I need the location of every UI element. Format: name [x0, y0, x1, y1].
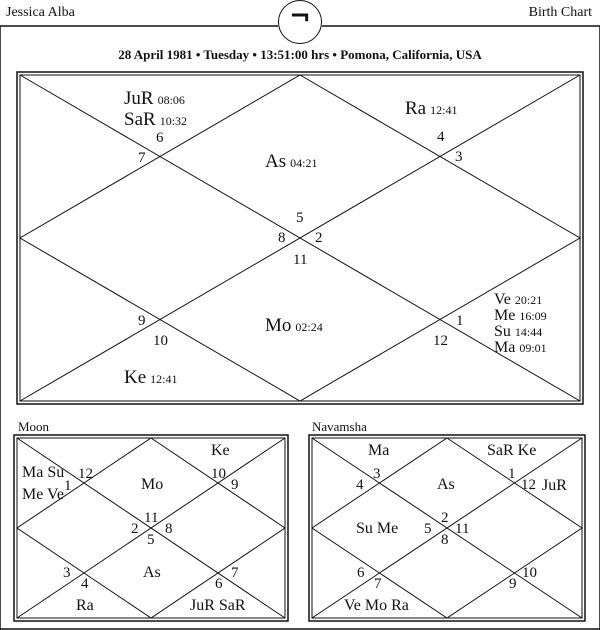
sign-number: 7: [138, 150, 146, 166]
planet-group: Ra: [76, 597, 94, 614]
sign-number: 6: [215, 576, 223, 592]
sign-number: 7: [231, 565, 239, 581]
sign-number: 3: [455, 149, 463, 165]
chart-title: Birth Chart: [528, 5, 592, 20]
planet-sun: Su 14:44: [494, 323, 543, 340]
sign-number: 5: [147, 532, 155, 548]
planet-group: Su Me: [356, 520, 399, 537]
sign-number: 4: [356, 477, 364, 493]
sign-number: 5: [296, 210, 304, 226]
sign-number: 3: [63, 565, 71, 581]
sign-number: 4: [437, 129, 445, 145]
sign-number: 3: [373, 466, 381, 482]
planet-group: Ve Mo Ra: [344, 597, 409, 614]
logo-icon: ¬: [289, 2, 311, 32]
sign-number: 12: [78, 466, 93, 482]
planet-group: Mo: [141, 476, 164, 493]
birth-details: 28 April 1981 • Tuesday • 13:51:00 hrs • Pomona, California, USA: [118, 47, 482, 62]
planet-jupiter: JuR 08:06: [124, 88, 185, 109]
planet-group: JuR SaR: [190, 597, 246, 614]
sign-number: 6: [156, 130, 164, 146]
planet-rahu: Ra 12:41: [405, 98, 458, 119]
planet-mercury: Me 16:09: [494, 307, 547, 324]
planet-group: As: [437, 476, 455, 493]
sign-number: 11: [144, 510, 159, 526]
sign-number: 12: [433, 333, 448, 349]
sign-number: 2: [131, 521, 139, 537]
sign-number: 9: [231, 477, 239, 493]
sign-number: 12: [521, 477, 536, 493]
planet-mars: Ma 09:01: [494, 339, 547, 356]
planet-saturn: SaR 10:32: [124, 109, 188, 130]
sign-number: 6: [357, 565, 365, 581]
planet-group: JuR: [542, 477, 567, 494]
planet-group: Ke: [211, 442, 230, 459]
planet-group: Ma Su: [22, 464, 65, 481]
planet-group: SaR Ke: [487, 442, 537, 459]
sign-number: 10: [153, 333, 168, 349]
moon-chart-lines: [14, 435, 288, 621]
planet-list-house: [494, 292, 547, 356]
sign-number: 2: [441, 510, 449, 526]
planet-venus: Ve 20:21: [494, 291, 543, 308]
sign-number: 8: [165, 521, 173, 537]
planet-group: Me Ve: [22, 486, 64, 503]
sign-number: 5: [424, 521, 432, 537]
sign-number: 10: [522, 565, 537, 581]
moon-chart-label: Moon: [18, 419, 50, 434]
sign-number: 11: [293, 252, 308, 268]
sign-number: 1: [64, 478, 72, 494]
planet-group: As: [143, 564, 161, 581]
sign-number: 4: [81, 576, 89, 592]
navamsha-chart-label: Navamsha: [312, 419, 367, 434]
planet-group: Ma: [368, 442, 390, 459]
planet-ascendant: As 04:21: [265, 151, 318, 172]
sign-number: 10: [211, 466, 226, 482]
person-name: Jessica Alba: [6, 5, 75, 20]
sign-number: 8: [278, 230, 286, 246]
sign-number: 11: [455, 521, 470, 537]
planet-moon: Mo 02:24: [265, 315, 323, 336]
sign-number: 9: [138, 313, 146, 329]
sign-number: 2: [315, 230, 323, 246]
sign-number: 7: [374, 576, 382, 592]
sign-number: 8: [441, 532, 449, 548]
sign-number: 1: [456, 313, 464, 329]
sign-number: 9: [509, 576, 517, 592]
navamsha-chart-lines: [309, 435, 585, 621]
sign-number: 1: [508, 466, 516, 482]
planet-ketu: Ke 12:41: [124, 367, 178, 388]
